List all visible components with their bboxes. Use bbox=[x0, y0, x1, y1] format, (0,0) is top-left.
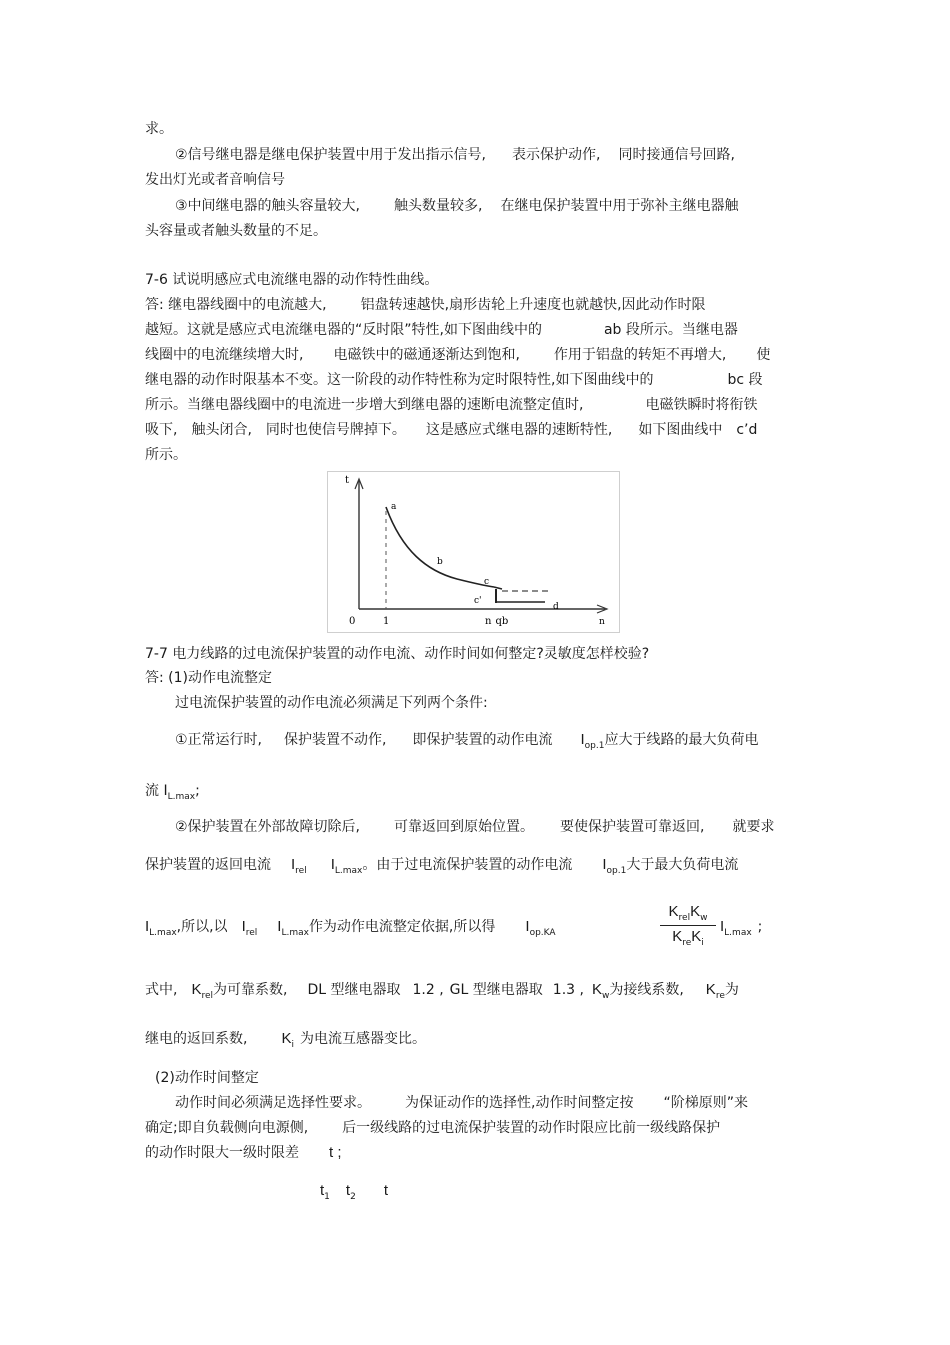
text-seg: c’d bbox=[736, 422, 758, 438]
subscript: rel bbox=[295, 866, 307, 876]
text-line: 求。 bbox=[145, 121, 173, 137]
subscript: i bbox=[291, 1040, 294, 1050]
symbol-K: K bbox=[690, 903, 701, 920]
text-seg: GL 型继电器取 bbox=[449, 982, 543, 998]
text-seg: ②信号继电器是继电保护装置中用于发出指示信号, bbox=[175, 147, 486, 163]
subscript: rel bbox=[245, 928, 258, 938]
label-one: 1 bbox=[383, 616, 390, 627]
text-seg: DL 型继电器取 bbox=[307, 982, 401, 998]
text-seg: 触头闭合, bbox=[191, 422, 252, 438]
formula-line bbox=[145, 918, 556, 938]
symbol-K: K bbox=[691, 928, 702, 945]
symbol-I: I bbox=[241, 918, 246, 935]
symbol-I: I bbox=[580, 731, 585, 748]
label-t: t bbox=[345, 475, 350, 486]
text-seg: 触头数量较多, bbox=[394, 198, 483, 214]
text-seg: 1.3 , bbox=[552, 982, 584, 998]
symbol-K: K bbox=[668, 903, 679, 920]
subscript: 1 bbox=[324, 1192, 330, 1202]
text-seg: 1.2 , bbox=[412, 982, 444, 998]
text-seg: 就要求 bbox=[732, 819, 775, 835]
text-seg: t ; bbox=[329, 1144, 342, 1161]
text-line bbox=[145, 296, 706, 314]
text-seg: 电磁铁中的磁通逐渐达到饱和, bbox=[333, 347, 520, 363]
text-seg: 如下图曲线中 bbox=[638, 422, 723, 438]
subscript: L.max bbox=[167, 792, 196, 802]
text-seg: 确定;即自负载侧向电源侧, bbox=[145, 1120, 309, 1136]
text-seg: 同时也使信号牌掉下。 bbox=[265, 422, 406, 438]
label-zero: 0 bbox=[349, 616, 356, 627]
text-seg: ; bbox=[195, 783, 200, 799]
formula-line bbox=[320, 1182, 388, 1202]
text-line bbox=[175, 731, 758, 751]
text-line bbox=[145, 321, 738, 339]
formula-tail bbox=[720, 918, 762, 938]
text-seg: ③中间继电器的触头容量较大, bbox=[175, 198, 361, 214]
symbol-I: I bbox=[291, 856, 296, 873]
relay-characteristic-figure bbox=[327, 471, 620, 633]
text-line bbox=[145, 981, 739, 1001]
text-seg: 保护装置的返回电流 bbox=[145, 857, 271, 873]
symbol-I: I bbox=[720, 918, 725, 935]
text-line bbox=[145, 346, 770, 364]
text-line: 头容量或者触头数量的不足。 bbox=[145, 223, 327, 239]
subscript: w bbox=[700, 913, 708, 923]
label-b: b bbox=[437, 557, 443, 567]
subscript: w bbox=[601, 991, 610, 1001]
text-line: 发出灯光或者音响信号 bbox=[145, 172, 285, 188]
text-seg: 流 I bbox=[145, 783, 168, 799]
text-seg: 的动作时限大一级时限差 bbox=[145, 1145, 299, 1161]
subscript: re bbox=[715, 991, 725, 1001]
text-seg: 保护装置不动作, bbox=[284, 732, 387, 748]
label-c: c bbox=[484, 577, 490, 587]
label-a: a bbox=[391, 502, 397, 512]
subscript: re bbox=[682, 938, 692, 948]
symbol-t: t bbox=[320, 1182, 325, 1199]
text-seg: 吸下, bbox=[145, 422, 178, 438]
text-seg: ①正常运行时, bbox=[175, 732, 263, 748]
text-line bbox=[175, 146, 735, 164]
text-seg: 表示保护动作, bbox=[512, 147, 601, 163]
text-seg: 大于最大负荷电流 bbox=[626, 857, 739, 873]
text-seg: 要使保护装置可靠返回, bbox=[560, 819, 705, 835]
section-heading: (2)动作时间整定 bbox=[155, 1070, 259, 1086]
text-line bbox=[175, 1094, 748, 1112]
symbol-I: I bbox=[145, 918, 150, 935]
text-line bbox=[145, 1119, 720, 1137]
question-title: 7-7 电力线路的过电流保护装置的动作电流、动作时间如何整定?灵敏度怎样校验? bbox=[145, 646, 650, 662]
text-seg: 即保护装置的动作电流 bbox=[412, 732, 553, 748]
text-seg: 继电器的动作时限基本不变。这一阶段的动作特性称为定时限特性,如下图曲线中的 bbox=[145, 372, 654, 388]
subscript: L.max bbox=[724, 928, 752, 938]
text-seg: 线圈中的电流继续增大时, bbox=[145, 347, 304, 363]
text-seg: 为可靠系数, bbox=[213, 982, 288, 998]
text-line bbox=[145, 856, 738, 876]
text-seg: 为保证动作的选择性,动作时间整定按 bbox=[405, 1095, 634, 1111]
symbol-K: K bbox=[591, 981, 602, 998]
label-n: n bbox=[599, 617, 605, 627]
text-seg: ; bbox=[757, 919, 763, 935]
text-seg: “阶梯原则”来 bbox=[663, 1095, 748, 1111]
fraction-bar bbox=[660, 925, 716, 926]
text-seg: 可靠返回到原始位置。 bbox=[394, 819, 535, 835]
subscript: rel bbox=[201, 991, 214, 1001]
text-seg: 动作时间必须满足选择性要求。 bbox=[175, 1095, 371, 1111]
label-c-prime: c' bbox=[474, 596, 482, 606]
symbol-K: K bbox=[705, 981, 716, 998]
text-line bbox=[145, 396, 757, 414]
subscript: 2 bbox=[350, 1192, 356, 1202]
subscript: i bbox=[701, 938, 704, 948]
text-line bbox=[145, 1144, 342, 1162]
symbol-I: I bbox=[277, 918, 282, 935]
text-seg: 。由于过电流保护装置的动作电流 bbox=[362, 857, 573, 873]
text-line bbox=[145, 782, 200, 802]
text-seg: 铝盘转速越快,扇形齿轮上升速度也就越快,因此动作时限 bbox=[360, 297, 706, 313]
subscript: rel bbox=[678, 913, 691, 923]
text-seg: ab 段所示。当继电器 bbox=[603, 322, 738, 338]
text-seg: 作用于铝盘的转矩不再增大, bbox=[553, 347, 727, 363]
text-seg: 为电流互感器变比。 bbox=[299, 1031, 426, 1047]
subscript: L.max bbox=[149, 928, 177, 938]
text-seg: 作为动作电流整定依据,所以得 bbox=[308, 919, 496, 935]
symbol-K: K bbox=[672, 928, 683, 945]
subscript: op.1 bbox=[584, 741, 605, 751]
text-seg: 使 bbox=[756, 347, 771, 363]
text-seg: 后一级线路的过电流保护装置的动作时限应比前一级线路保护 bbox=[342, 1120, 721, 1136]
symbol-K: K bbox=[281, 1030, 292, 1047]
text-line: 过电流保护装置的动作电流必须满足下列两个条件: bbox=[175, 695, 488, 711]
label-nqb-n: n bbox=[485, 616, 492, 627]
label-nqb-qb: qb bbox=[495, 616, 509, 627]
text-line: 所示。 bbox=[145, 447, 187, 463]
text-seg: 式中, bbox=[145, 982, 178, 998]
symbol-t: t bbox=[345, 1182, 351, 1199]
text-seg: 为 bbox=[724, 982, 739, 998]
text-seg: 所示。当继电器线圈中的电流进一步增大到继电器的速断电流整定值时, bbox=[145, 397, 584, 413]
subscript: op.KA bbox=[529, 928, 556, 938]
fraction bbox=[660, 903, 716, 948]
symbol-I: I bbox=[330, 856, 335, 873]
fraction-numerator bbox=[660, 903, 716, 923]
text-seg: ,所以,以 bbox=[176, 919, 228, 935]
subscript: L.max bbox=[334, 866, 363, 876]
text-line bbox=[145, 371, 763, 389]
text-seg: 这是感应式继电器的速断特性, bbox=[425, 422, 613, 438]
subscript: op.1 bbox=[606, 866, 627, 876]
text-seg: bc 段 bbox=[727, 372, 763, 388]
label-nqb bbox=[485, 616, 508, 627]
text-line bbox=[145, 421, 757, 439]
text-line bbox=[175, 818, 774, 836]
text-seg: 为接线系数, bbox=[609, 982, 684, 998]
symbol-t: t bbox=[383, 1182, 388, 1199]
text-seg: 继电的返回系数, bbox=[145, 1031, 248, 1047]
text-seg: 电磁铁瞬时将衔铁 bbox=[645, 397, 758, 413]
symbol-I: I bbox=[602, 856, 607, 873]
text-seg: ②保护装置在外部故障切除后, bbox=[175, 819, 361, 835]
text-line: 答: (1)动作电流整定 bbox=[145, 670, 272, 686]
text-seg: 在继电保护装置中用于弥补主继电器触 bbox=[500, 198, 739, 214]
subscript: L.max bbox=[281, 928, 309, 938]
text-line bbox=[175, 197, 738, 215]
label-d: d bbox=[553, 602, 559, 612]
text-seg: 越短。这就是感应式电流继电器的“反时限”特性,如下图曲线中的 bbox=[145, 322, 542, 338]
question-title: 7-6 试说明感应式电流继电器的动作特性曲线。 bbox=[145, 272, 439, 288]
text-seg: 答: 继电器线圈中的电流越大, bbox=[145, 297, 327, 313]
symbol-I: I bbox=[525, 918, 530, 935]
fraction-denominator bbox=[660, 928, 716, 948]
text-line bbox=[145, 1030, 426, 1050]
symbol-K: K bbox=[191, 981, 202, 998]
text-seg: 应大于线路的最大负荷电 bbox=[604, 732, 759, 748]
text-seg: 同时接通信号回路, bbox=[618, 147, 735, 163]
